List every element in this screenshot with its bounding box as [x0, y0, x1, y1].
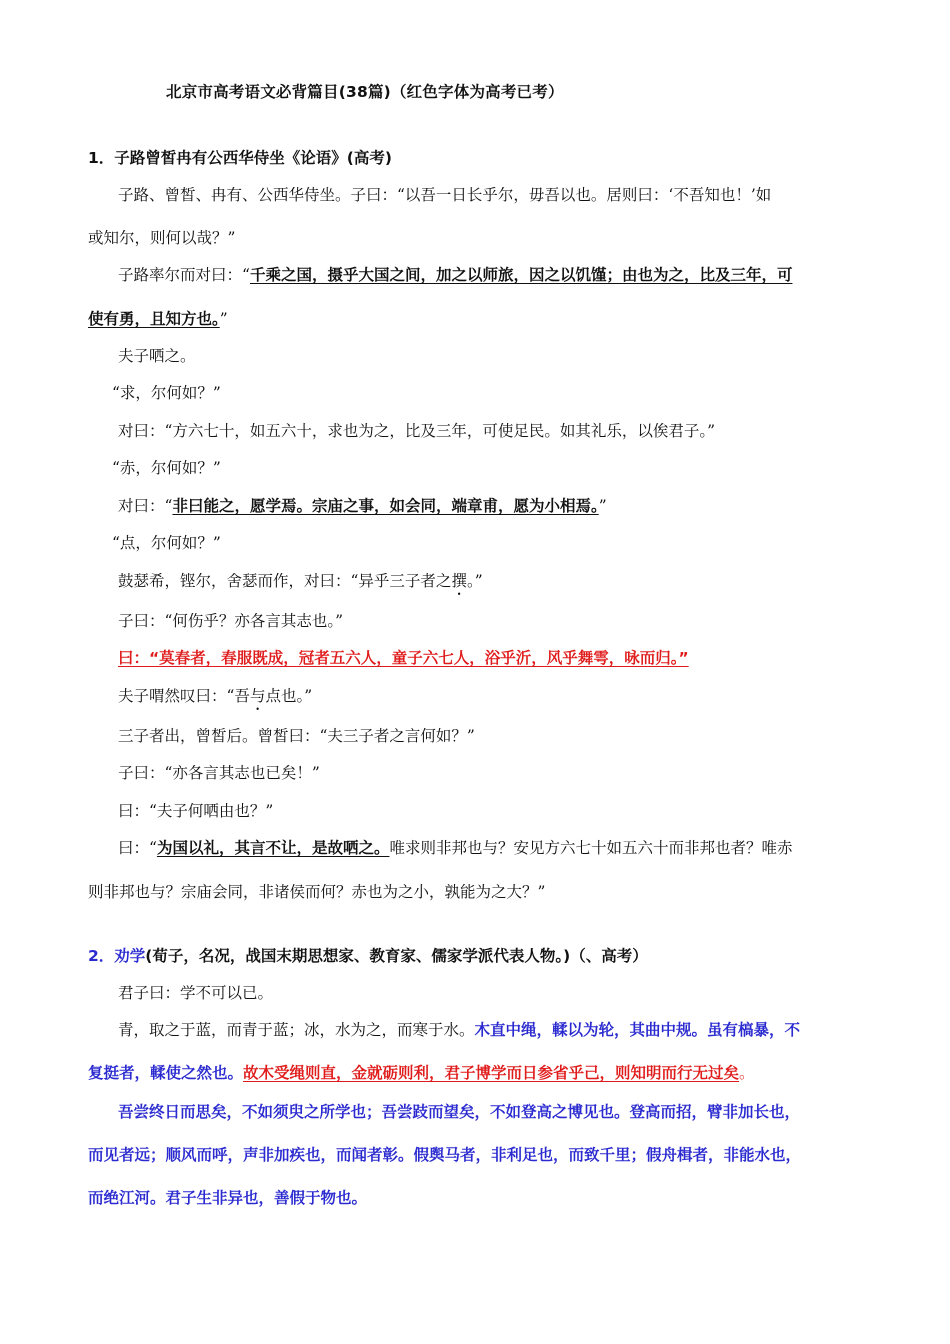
- paragraph-line: 对曰：“方六七十，如五六十，求也为之，比及三年，可使足民。如其礼乐，以俟君子。”: [118, 422, 716, 440]
- text-span: 唯求则非邦也与？安见方六七十如五六十而非邦也者？唯赤: [389, 839, 793, 857]
- emphasized-char: 与: [249, 687, 266, 705]
- paragraph-line: [118, 836, 908, 858]
- text-span: 。”: [466, 572, 483, 590]
- paragraph-line: [118, 1018, 908, 1040]
- paragraph-line: 子曰：“亦各言其志也已矣！”: [118, 764, 320, 782]
- text-span: 曰：“: [118, 839, 157, 857]
- paragraph-line: [118, 569, 908, 599]
- paragraph-line: [88, 307, 878, 329]
- red-exam-text: 故木受绳则直，金就砺则利，君子博学而日参省乎己，则知明而行无过矣: [243, 1064, 740, 1082]
- paragraph-line: 子路、曾皙、冉有、公西华侍坐。子曰：“以吾一日长乎尔，毋吾以也。居则曰：‘不吾知也！’如: [118, 186, 772, 204]
- page-title: 北京市高考语文必背篇目(38篇)（红色字体为高考已考）: [166, 83, 564, 101]
- text-span: 夫子喟然叹曰：“吾: [118, 687, 250, 705]
- blue-text: 复挺者，輮使之然也。: [88, 1064, 244, 1082]
- paragraph-line: [88, 1061, 878, 1083]
- heading-note: (荀子，名况，战国末期思想家、教育家、儒家学派代表人物。)（、高考）: [145, 947, 648, 965]
- heading-title: 2．劝学: [88, 947, 146, 965]
- text-span: ”: [219, 310, 228, 328]
- section-heading-2: [88, 944, 878, 966]
- text-span: 子路率尔而对曰：“: [118, 266, 250, 284]
- text-span: 点也。”: [265, 687, 313, 705]
- blue-text: 吾尝终日而思矣，不如须臾之所学也；吾尝跂而望矣，不如登高之博见也。登高而招，臂非加长也，: [118, 1103, 801, 1121]
- paragraph-line: 三子者出，曾皙后。曾皙曰：“夫三子者之言何如？”: [118, 727, 475, 745]
- emphasized-char: 撰: [451, 572, 467, 590]
- paragraph-line: 或知尔，则何以哉？”: [88, 229, 236, 247]
- text-span: 鼓瑟希，铿尔，舍瑟而作，对曰：“异乎三子者之: [118, 572, 452, 590]
- text-span: ”: [598, 497, 607, 515]
- paragraph-line: “赤，尔何如？”: [112, 459, 221, 477]
- paragraph-line: “求，尔何如？”: [112, 384, 221, 402]
- highlighted-text: 非曰能之，愿学焉。宗庙之事，如会同，端章甫，愿为小相焉。: [172, 497, 599, 515]
- paragraph-line: [118, 494, 908, 516]
- paragraph-line: 夫子哂之。: [118, 347, 196, 365]
- text-span: 。: [739, 1064, 755, 1082]
- paragraph-line: 君子曰：学不可以已。: [118, 984, 274, 1002]
- paragraph-line: 子曰：“何伤乎？亦各言其志也。”: [118, 612, 344, 630]
- highlighted-text: 为国以礼，其言不让，是故哂之。: [156, 839, 390, 857]
- blue-text: 木直中绳，輮以为轮，其曲中规。虽有槁暴，不: [474, 1021, 801, 1039]
- paragraph-line: 曰：“夫子何哂由也？”: [118, 802, 274, 820]
- paragraph-line: “点，尔何如？”: [112, 534, 221, 552]
- paragraph-line: 则非邦也与？宗庙会同，非诸侯而何？赤也为之小，孰能为之大？”: [88, 883, 546, 901]
- highlighted-text: 千乘之国，摄乎大国之间，加之以师旅，因之以饥馑；由也为之，比及三年，可: [249, 266, 793, 284]
- paragraph-line: [118, 263, 908, 285]
- section-heading-1: 1．子路曾皙冉有公西华侍坐《论语》(高考): [88, 149, 392, 167]
- blue-text: 而见者远；顺风而呼，声非加疾也，而闻者彰。假舆马者，非利足也，而致千里；假舟楫者，非能水也，: [88, 1146, 802, 1164]
- highlighted-text: 使有勇，且知方也。: [88, 310, 220, 328]
- blue-text: 而绝江河。君子生非异也，善假于物也。: [88, 1189, 368, 1207]
- text-span: 青，取之于蓝，而青于蓝；冰，水为之，而寒于水。: [118, 1021, 475, 1039]
- paragraph-line: [118, 684, 908, 714]
- text-span: 对曰：“: [118, 497, 173, 515]
- red-exam-text: 曰：“莫春者，春服既成，冠者五六人，童子六七人，浴乎沂，风乎舞雩，咏而归。”: [118, 649, 689, 667]
